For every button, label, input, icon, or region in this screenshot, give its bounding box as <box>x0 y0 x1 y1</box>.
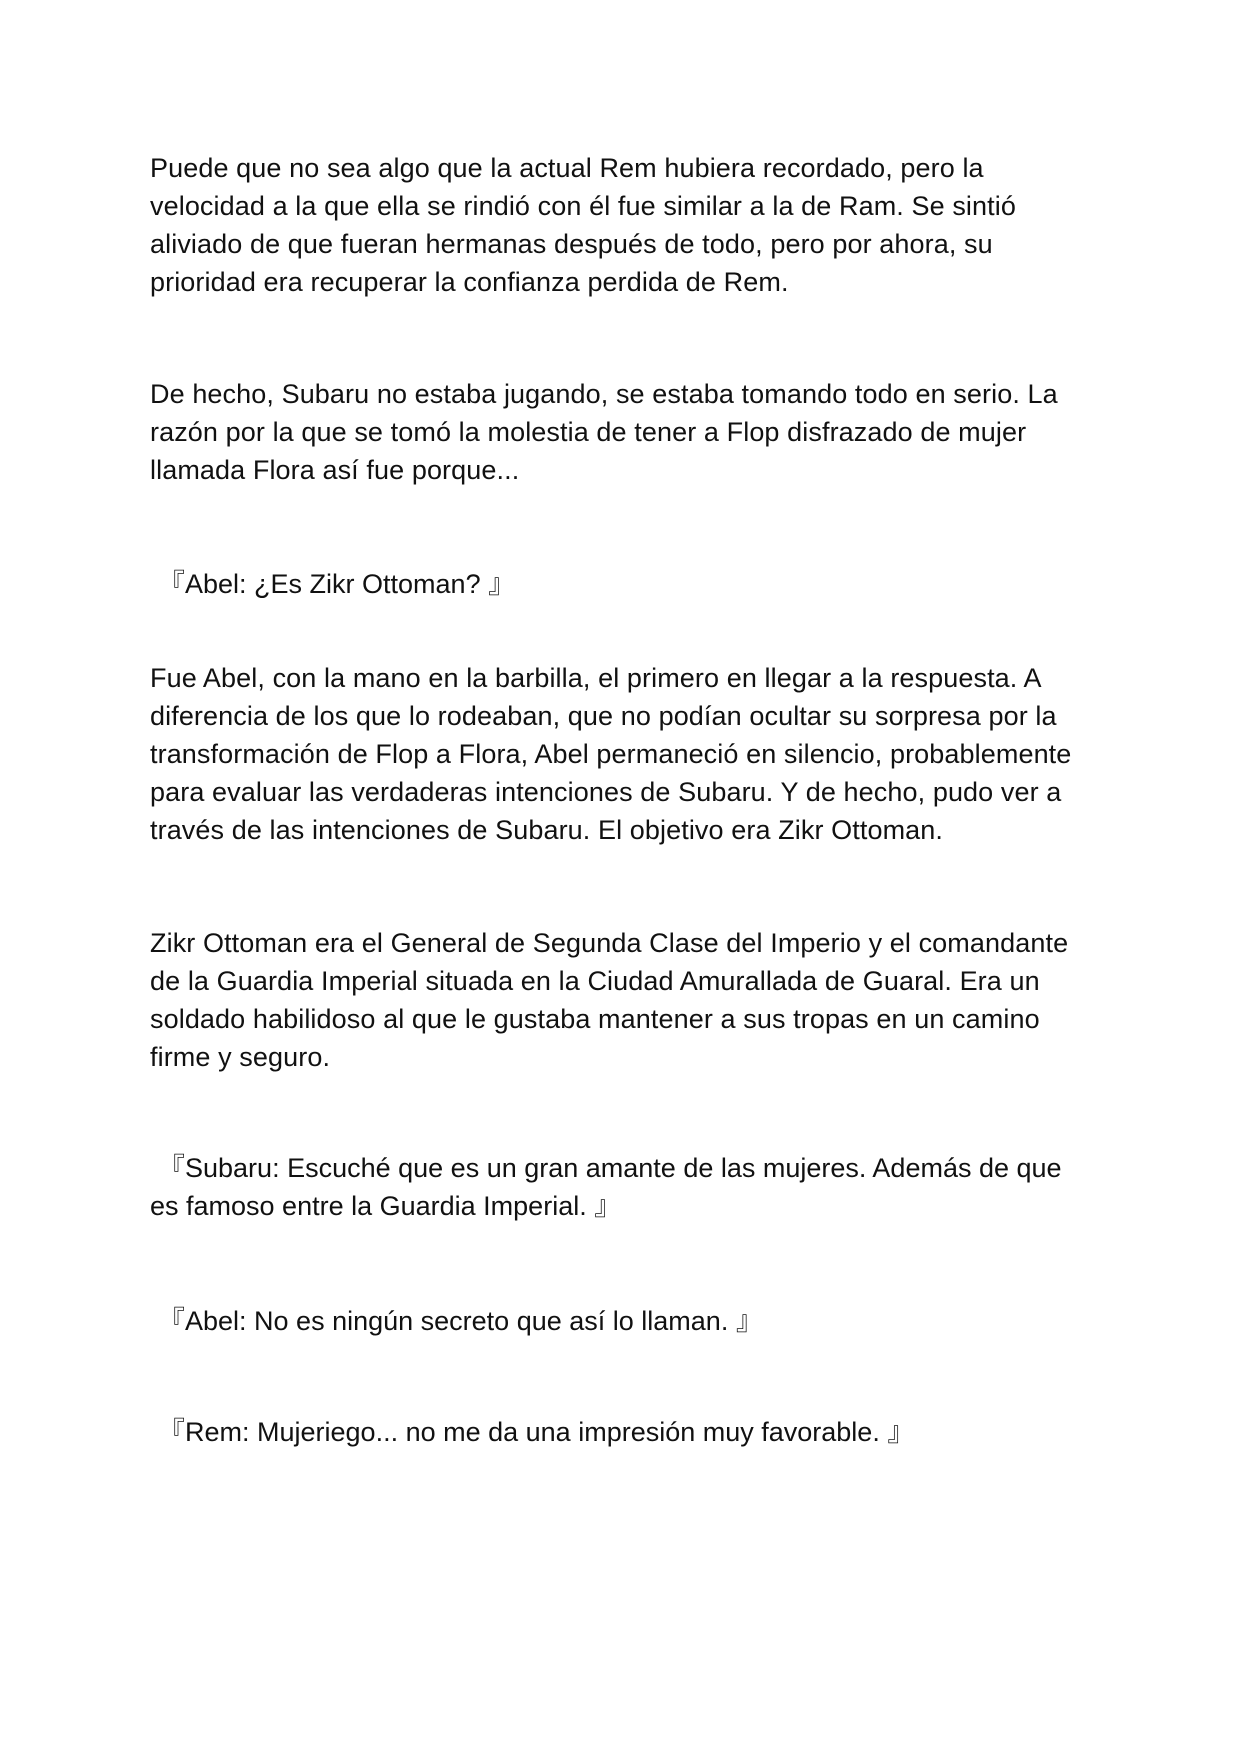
dialogue-abel-secret: 『Abel: No es ningún secreto que así lo llaman. 』 <box>158 1306 763 1336</box>
paragraph-subaru-serious: De hecho, Subaru no estaba jugando, se estaba tomando todo en serio. La razón por la que se tomó la molestia de tener a Flop disfrazado de mujer llamada Flora así fue porque... <box>150 379 1058 485</box>
dialogue-abel-question: 『Abel: ¿Es Zikr Ottoman? 』 <box>158 569 516 599</box>
dialogue-subaru: 『Subaru: Escuché que es un gran amante de las mujeres. Además de que es famoso entre la Guardia Imperial. 』 <box>150 1153 1070 1221</box>
paragraph-abel-answer: Fue Abel, con la mano en la barbilla, el primero en llegar a la respuesta. A diferencia de los que lo rodeaban, que no podían ocultar su sorpresa por la transformación de Flop a Flora, Abel permaneció en silencio, probablemente para evaluar las verdaderas intenciones de Subaru. Y de hecho, pudo ver a través de las intenciones de Subaru. El objetivo era Zikr Ottoman. <box>150 663 1072 845</box>
paragraph-rem-speed: Puede que no sea algo que la actual Rem hubiera recordado, pero la velocidad a la que ella se rindió con él fue similar a la de Ram. Se sintió aliviado de que fueran hermanas después de todo, pero por ahora, su prioridad era recuperar la confianza perdida de Rem. <box>150 153 1016 297</box>
dialogue-rem: 『Rem: Mujeriego... no me da una impresión muy favorable. 』 <box>158 1417 915 1447</box>
paragraph-zikr-ottoman: Zikr Ottoman era el General de Segunda Clase del Imperio y el comandante de la Guardia Imperial situada en la Ciudad Amurallada de Guaral. Era un soldado habilidoso al que le gustaba mantener a sus tropas en un camino firme y seguro. <box>150 928 1069 1072</box>
